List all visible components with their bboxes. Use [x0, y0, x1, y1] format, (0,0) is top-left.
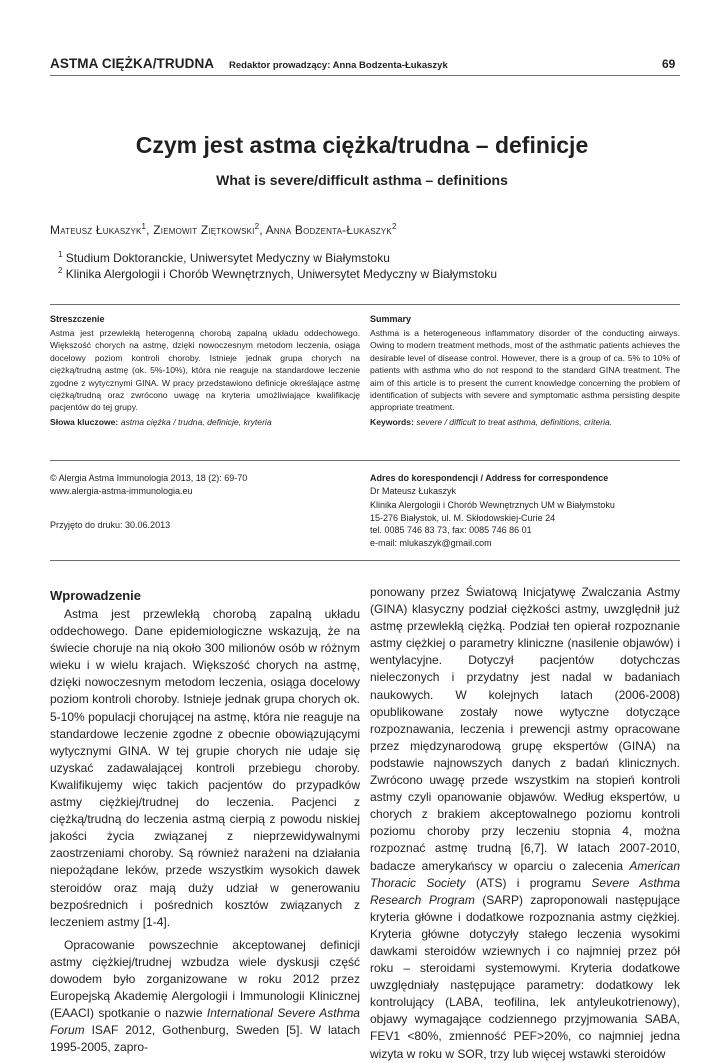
- affiliation-text: Klinika Alergologii i Chorób Wewnętrznych, Uniwersytet Medyczny w Białymstoku: [65, 267, 498, 281]
- keywords-value: astma ciężka / trudna, definicje, kryteria: [120, 416, 272, 427]
- paragraph-text: ISAF 2012, Gothenburg, Sweden [5]. W latach 1995-2005, zapro-: [50, 1023, 360, 1055]
- abstract-en-text: Asthma is a heterogeneous inflammatory disorder of the conducting airways. Owing to modern treatment methods, most of the asthmatic patients achieves the desirable level of disease control. However, there is a group of ca. 5% to 10% of patients with asthma who do not respond to the standard GINA treatment. The aim of this article is to present the current knowledge concerning the problem of identification of subjects with severe and symptomatic asthma persisting despite appropriate treatment.: [370, 328, 680, 413]
- author-affiliation-mark: 1: [141, 222, 147, 231]
- affiliation-1: [58, 250, 390, 265]
- abstract-en-heading: Summary: [370, 314, 412, 324]
- abstract-bottom-rule: [50, 460, 680, 461]
- intro-paragraph-continued: [370, 584, 680, 1063]
- copyright-line: © Alergia Astma Immunologia 2013, 18 (2): 69-70: [50, 473, 248, 483]
- correspondence-name: Dr Mateusz Łukaszyk: [370, 485, 457, 496]
- body-column-right: [370, 584, 680, 1061]
- metadata-bottom-rule: [50, 560, 680, 561]
- paragraph-italic-text: International Severe Asthma Forum: [50, 1006, 360, 1038]
- affiliation-2: [58, 266, 497, 281]
- article-title: Czym jest astma ciężka/trudna – definicje: [135, 132, 589, 158]
- author-name: Anna Bodzenta-Łukaszyk: [265, 223, 392, 237]
- correspondence-phone: tel. 0085 746 83 73, fax: 0085 746 86 01: [370, 525, 532, 536]
- author-list: Mateusz Łukaszyk$^1$, Ziemowit Ziętkowski$^2$, Anna Bodzenta-Łukaszyk$^2$: [50, 222, 397, 237]
- journal-website: www.alergia-astma-immunologia.eu: [50, 485, 193, 496]
- author-affiliation-mark: 2: [391, 222, 397, 231]
- editor-line: Redaktor prowadzący: Anna Bodzenta-Łukaszyk: [229, 60, 448, 71]
- affiliation-text: Studium Doktoranckie, Uniwersytet Medyczny w Białymstoku: [65, 251, 390, 265]
- paragraph-text: ponowany przez Światową Inicjatywę Zwalczania Astmy (GINA) klasyczny podział ciężkości astmy, uwzględnił już astmę przewlekłą ciężką. Podział ten opierał rozpoznanie astmy ciężkiej o parametry kliniczne (nasilenie objawów) i wentylacyjne. Dotyczył pacjentów dotychczas nieleczonych i przydatny jest nadal w badaniach naukowych. W kolejnych latach (2006-2008) opublikowane zostały nowe wytyczne dotyczące rozpoznawania, leczenia i prewencji astmy opracowane przez międzynarodową grupę ekspertów (GINA) na podstawie najnowszych danych z badań klinicznych. Zwrócono uwagę przede wszystkim na stopień kontroli astmy czyli opanowanie objawów. Według ekspertów, u chorych z brakiem akceptowalnego poziomu kontroli poziomu choroby przy leczeniu stopnia 4, można rozpoznać astmę trudną [6,7]. W latach 2007-2010, badacze amerykańscy w oparciu o zalecenia: [370, 585, 680, 873]
- keywords-value: severe / difficult to treat asthma, definitions, criteria.: [416, 416, 613, 427]
- paragraph-italic-text: Severe Asthma Research Program: [370, 875, 680, 907]
- correspondence-institution: Klinika Alergologii i Chorób Wewnętrznych UM w Białymstoku: [370, 500, 615, 511]
- intro-paragraph-2: [50, 937, 360, 1057]
- correspondence-email: e-mail: mlukaszyk@gmail.com: [370, 537, 492, 548]
- affiliation-mark: 1: [58, 250, 63, 259]
- correspondence-address: 15-276 Białystok, ul. M. Skłodowskiej-Curie 24: [370, 512, 556, 523]
- abstract-pl-heading: Streszczenie: [50, 314, 105, 324]
- keywords-label: Keywords:: [370, 416, 414, 427]
- abstract-pl-keywords: [50, 416, 360, 428]
- paragraph-text: (ATS) i programu: [465, 875, 592, 890]
- header-rule: [50, 75, 680, 76]
- author-name: Mateusz Łukaszyk: [50, 223, 142, 237]
- abstract-top-rule: [50, 304, 680, 305]
- abstract-en-keywords: [370, 416, 680, 428]
- publication-info: [50, 472, 360, 532]
- keywords-label: Słowa kluczowe:: [50, 416, 119, 427]
- paragraph-text: (SARP) zaproponowali następujące kryteria główne i dodatkowe rozpoznania astmy ciężkiej. Kryteria główne dotyczyły stałego leczenia wysokimi dawkami steroidów wziewnych i co najmniej przez pół roku – steroidami systemowymi. Kryteria dodatkowe uwzględniały następujące parametry: dodatkowy lek kontrolujący (LABA, teofilina, lek antyleukotrienowy), objawy wymagające codziennego przyjmowania SABA, FEV1 <80%, zmienność PEF>20%, co najmniej jedna wizyta w roku w SOR, trzy lub więcej wstawki steroidów: [370, 892, 680, 1061]
- intro-paragraph-1: Astma jest przewlekłą chorobą zapalną układu oddechowego. Dane epidemiologiczne wskazują, że na świecie choruje na nią około 300 milionów osób w różnym wieku i w wielu krajach. Większość chorych na astmę, dzięki nowoczesnym metodom leczenia, osiąga docelowy poziom kontroli choroby. Istnieje jednak grupa chorych ok. 5-10% populacji chorującej na astmę, która nie reaguje na standardowe leczenie zgodne z obecnie obowiązującymi wytycznymi GINA. W tej grupie chorych nie udaje się uzyskać zadawalającej kontroli przebiegu choroby. Kwalifikujemy więc takich pacjentów do przypadków astmy ciężkiej/trudnej do leczenia. Pacjenci z ciężką/trudną do leczenia astmą cierpią z powodu niskiej jakości życia związanej z nieprzewidywalnymi zaostrzeniami choroby. Są również narażeni na działania niepożądane leków, przede wszystkim wysokich dawek steroidów oraz mają duży udział w generowaniu bezpośrednich i pośrednich kosztów związanych z leczeniem astmy [1-4].: [50, 607, 360, 929]
- correspondence-heading: Adres do korespondencji / Address for correspondence: [370, 473, 609, 483]
- author-name: Ziemowit Ziętkowski: [153, 223, 255, 237]
- article-subtitle: What is severe/difficult asthma – definitions: [216, 172, 508, 188]
- body-column-left: [50, 606, 360, 1055]
- paragraph-italic-text: American Thoracic Society: [370, 858, 680, 890]
- paragraph-text: Opracowanie powszechnie akceptowanej definicji astmy ciężkiej/trudnej wzbudza wiele dyskusji część dowodem było zorganizowane w roku 2012 przez Europejską Akademię Alergologii i Immunologii Klinicznej (EAACI) spotkanie o nazwie: [50, 937, 360, 1021]
- affiliation-mark: 2: [58, 266, 63, 275]
- abstract-pl-text: Astma jest przewlekłą heterogenną chorobą zapalną układu oddechowego. Większość chorych na astmę, dzięki nowoczesnym metodom leczenia, osiąga docelowy poziom kontroli choroby. Istnieje jednak grupa chorych na ciężką/trudną astmę (ok. 5%-10%), która nie reaguje na standardowe leczenie zgodne z wytycznymi GINA. W pracy przedstawiono definicje określające astmę ciężką/trudną oraz zwrócono uwagę na kryteria umożliwiające kwalifikację pacjentów do tej grupy.: [50, 328, 360, 413]
- abstract-en: [370, 314, 680, 428]
- journal-section-title: ASTMA CIĘŻKA/TRUDNA: [50, 56, 215, 71]
- abstract-pl: [50, 314, 360, 428]
- author-affiliation-mark: 2: [254, 222, 260, 231]
- correspondence-block: [370, 472, 680, 550]
- page-number: 69: [662, 57, 676, 71]
- accepted-date: Przyjęto do druku: 30.06.2013: [50, 520, 171, 531]
- introduction-heading: Wprowadzenie: [50, 588, 142, 603]
